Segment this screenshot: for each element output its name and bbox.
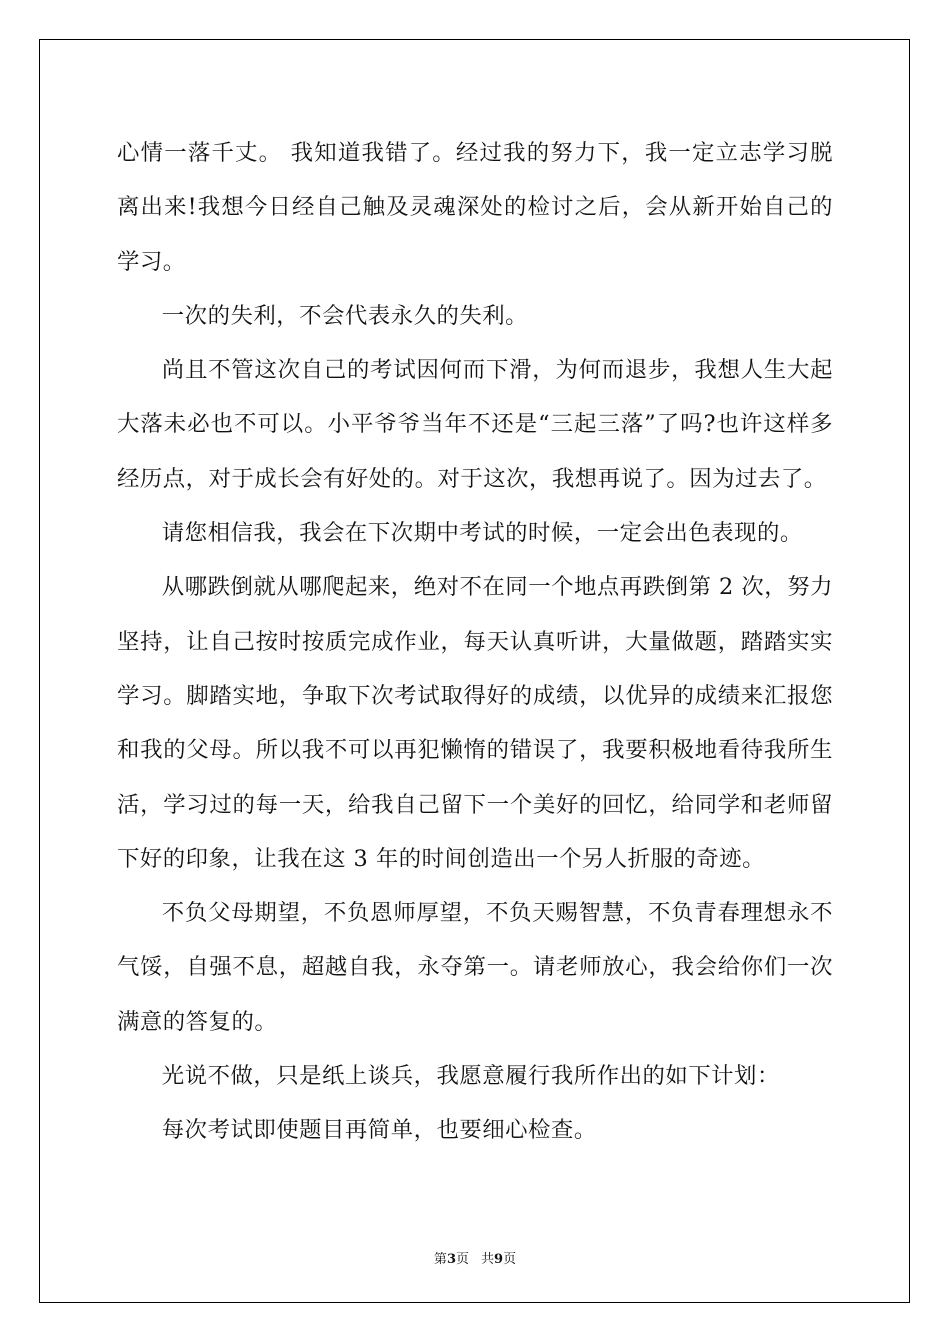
total-prefix: 共 [481,1252,495,1267]
paragraph-7: 光说不做，只是纸上谈兵，我愿意履行我所作出的如下计划： [161,1063,780,1090]
paragraph-5: 从哪跌倒就从哪爬起来，绝对不在同一个地点再跌倒第 2 次，努力坚持，让自己按时按质完成作业，每天认真听讲，大量做题，踏踏实实学习。脚踏实地，争取下次考试取得好的成绩，以优异的成绩来汇报您和我的父母。所以我不可以再犯懒惰的错误了，我要积极地看待我所生活，学习过的每一天，给我自己留下一个美好的回忆，给同学和老师留下好的印象，让我在这 3 年的时间创造出一个另人折服的奇迹。 [117,574,833,872]
page-suffix: 页 [455,1252,469,1267]
paragraph-4: 请您相信我，我会在下次期中考试的时候，一定会出色表现的。 [161,520,803,547]
paragraph-8: 每次考试即使题目再简单，也要细心检查。 [161,1117,597,1144]
total-suffix: 页 [503,1252,517,1267]
current-page-number: 3 [446,1252,456,1267]
paragraph-2: 一次的失利，不会代表永久的失利。 [161,302,529,329]
page-footer [0,1248,950,1267]
page-prefix: 第 [433,1252,447,1267]
total-pages-number: 9 [494,1252,504,1267]
paragraph-6: 不负父母期望，不负恩师厚望，不负天赐智慧，不负青春理想永不气馁，自强不息，超越自我，永夺第一。请老师放心，我会给你们一次满意的答复的。 [117,900,833,1035]
paragraph-3: 尚且不管这次自己的考试因何而下滑，为何而退步，我想人生大起大落未必也不可以。小平爷爷当年不还是“三起三落”了吗?也许这样多经历点，对于成长会有好处的。对于这次，我想再说了。因为过去了。 [117,357,833,492]
document-body [117,126,833,1158]
paragraph-1: 心情一落千丈。 我知道我错了。经过我的努力下，我一定立志学习脱离出来!我想今日经自己触及灵魂深处的检讨之后，会从新开始自己的学习。 [117,140,833,275]
